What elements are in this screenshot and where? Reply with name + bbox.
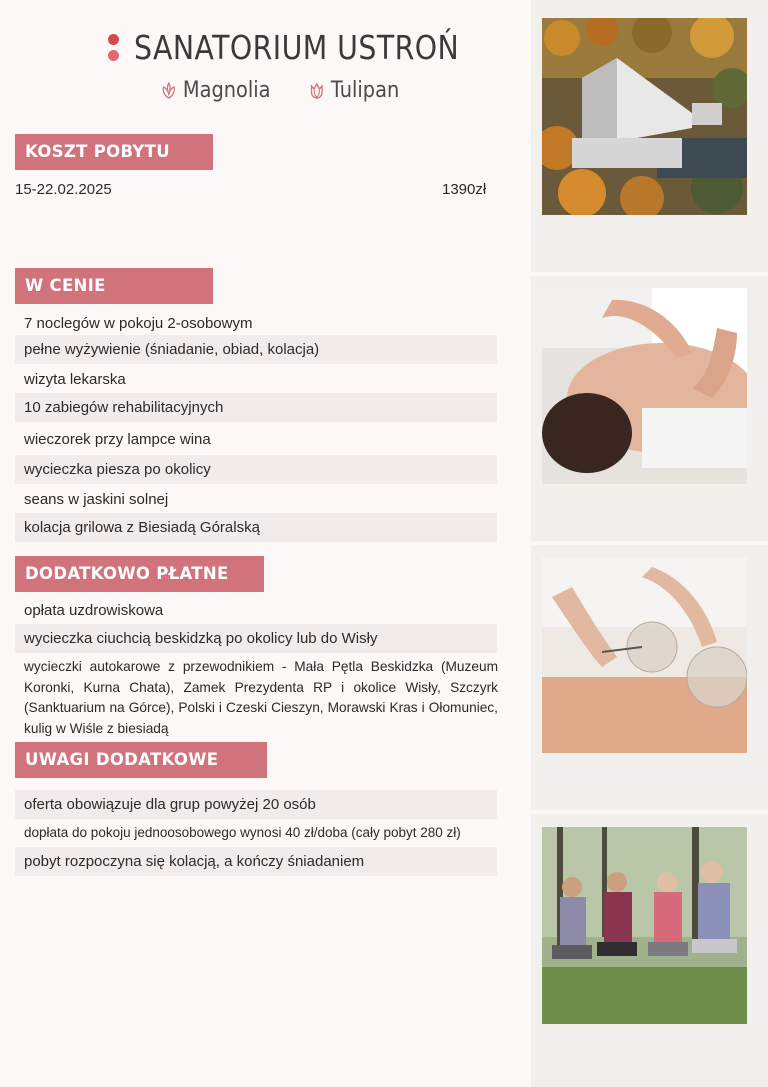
magnolia-flower-icon <box>160 81 178 101</box>
senior-exercise-photo <box>542 827 747 1024</box>
list-item: kolacja grilowa z Biesiadą Góralską <box>15 513 497 542</box>
sub-brands <box>160 78 411 103</box>
list-item: wycieczka piesza po okolicy <box>15 455 497 484</box>
stay-price: 1390zł <box>442 181 487 198</box>
list-item: 10 zabiegów rehabilitacyjnych <box>15 393 497 422</box>
stay-dates: 15-22.02.2025 <box>15 181 112 198</box>
list-item-excursions: wycieczki autokarowe z przewodnikiem - Mała Pętla Beskidzka (Muzeum Koronki, Kurna Chata), Zamek Prezydenta RP i okolice Wisły, Szczyrk (Sanktuarium na Górce), Polski i Czeski Cieszyn, Morawski Kras i Ołomuniec, kulig w Wiśle z biesiadą <box>24 659 498 736</box>
section-header-notes: UWAGI DODATKOWE <box>15 742 267 778</box>
logo-mark <box>108 34 122 66</box>
list-item: pobyt rozpoczyna się kolacją, a kończy śniadaniem <box>15 847 497 876</box>
list-item: opłata uzdrowiskowa <box>24 602 164 619</box>
list-item: dopłata do pokoju jednoosobowego wynosi 40 zł/doba (cały pobyt 280 zł) <box>24 825 461 840</box>
tulip-flower-icon <box>308 81 326 101</box>
photo-divider <box>531 810 768 814</box>
section-header-cost: KOSZT POBYTU <box>15 134 213 170</box>
massage-photo <box>542 288 747 484</box>
sanatorium-aerial-photo <box>542 18 747 215</box>
section-header-extra-paid: DODATKOWO PŁATNE <box>15 556 264 592</box>
section-header-included: W CENIE <box>15 268 213 304</box>
sub-brand-magnolia <box>160 78 270 103</box>
sub-brand-label: Tulipan <box>330 78 399 103</box>
list-item: wycieczka ciuchcią beskidzką po okolicy lub do Wisły <box>15 624 497 653</box>
list-item: wizyta lekarska <box>24 371 126 388</box>
list-item: 7 noclegów w pokoju 2-osobowym <box>24 315 253 332</box>
brand-title: SANATORIUM USTROŃ <box>134 28 460 67</box>
list-item: wieczorek przy lampce wina <box>24 431 211 448</box>
photo-divider <box>531 541 768 545</box>
list-item: seans w jaskini solnej <box>24 491 169 508</box>
sub-brand-tulipan <box>308 78 399 103</box>
sub-brand-label: Magnolia <box>182 78 271 103</box>
cupping-therapy-photo <box>542 557 747 753</box>
photo-divider <box>531 272 768 276</box>
list-item: pełne wyżywienie (śniadanie, obiad, kolacja) <box>15 335 497 364</box>
list-item: oferta obowiązuje dla grup powyżej 20 osób <box>15 790 497 819</box>
